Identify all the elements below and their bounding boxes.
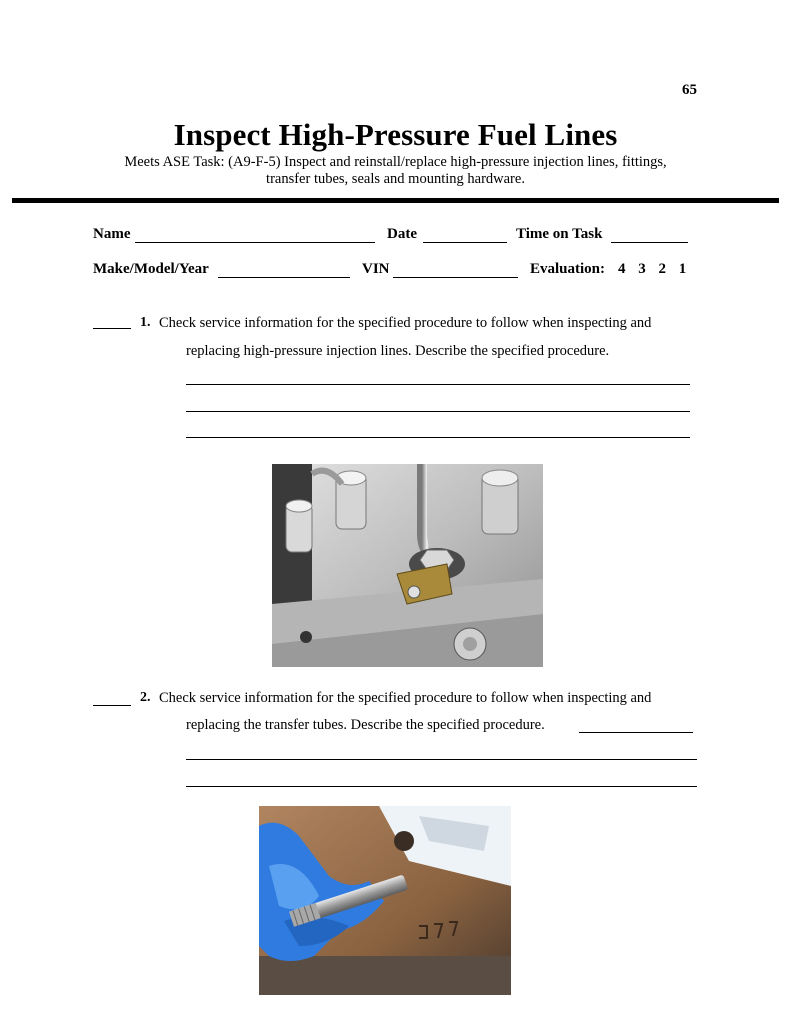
time-on-task-label: Time on Task [516, 226, 603, 242]
evaluation-scores[interactable]: 4 3 2 1 [618, 261, 687, 277]
page-title: Inspect High-Pressure Fuel Lines [173, 117, 618, 152]
task-description [0, 154, 791, 188]
task-2-line-1: Check service information for the specified procedure to follow when inspecting and [159, 690, 652, 706]
task-2-answer-line[interactable] [186, 759, 697, 760]
task-2-answer-line[interactable] [579, 732, 693, 733]
name-field[interactable] [135, 242, 375, 243]
injection-lines-photo [272, 464, 543, 667]
task-description-line-2: transfer tubes, seals and mounting hardware. [266, 171, 525, 187]
make-model-year-field[interactable] [218, 277, 350, 278]
task-2-checkoff[interactable] [93, 705, 131, 706]
task-1-line-1: Check service information for the specified procedure to follow when inspecting and [159, 315, 652, 331]
time-on-task-field[interactable] [611, 242, 688, 243]
task-2-answer-line[interactable] [186, 786, 697, 787]
task-2-line-2: replacing the transfer tubes. Describe the specified procedure. [186, 717, 545, 733]
make-model-year-label: Make/Model/Year [93, 261, 209, 277]
vin-label: VIN [362, 261, 390, 277]
task-description-line-1: Meets ASE Task: (A9-F-5) Inspect and reinstall/replace high-pressure injection lines, fittings, [124, 154, 667, 170]
page-number: 65 [682, 82, 697, 98]
vin-field[interactable] [393, 277, 518, 278]
task-2-number: 2. [140, 690, 151, 705]
date-field[interactable] [423, 242, 507, 243]
task-1-number: 1. [140, 315, 151, 330]
name-label: Name [93, 226, 131, 242]
task-1-answer-line[interactable] [186, 411, 690, 412]
date-label: Date [387, 226, 417, 242]
task-1-answer-line[interactable] [186, 384, 690, 385]
task-1-checkoff[interactable] [93, 328, 131, 329]
evaluation-label: Evaluation: [530, 261, 606, 277]
transfer-tube-photo [259, 806, 511, 995]
task-1-line-2: replacing high-pressure injection lines. Describe the specified procedure. [186, 343, 610, 359]
task-1-answer-line[interactable] [186, 437, 690, 438]
header-divider [12, 198, 779, 203]
